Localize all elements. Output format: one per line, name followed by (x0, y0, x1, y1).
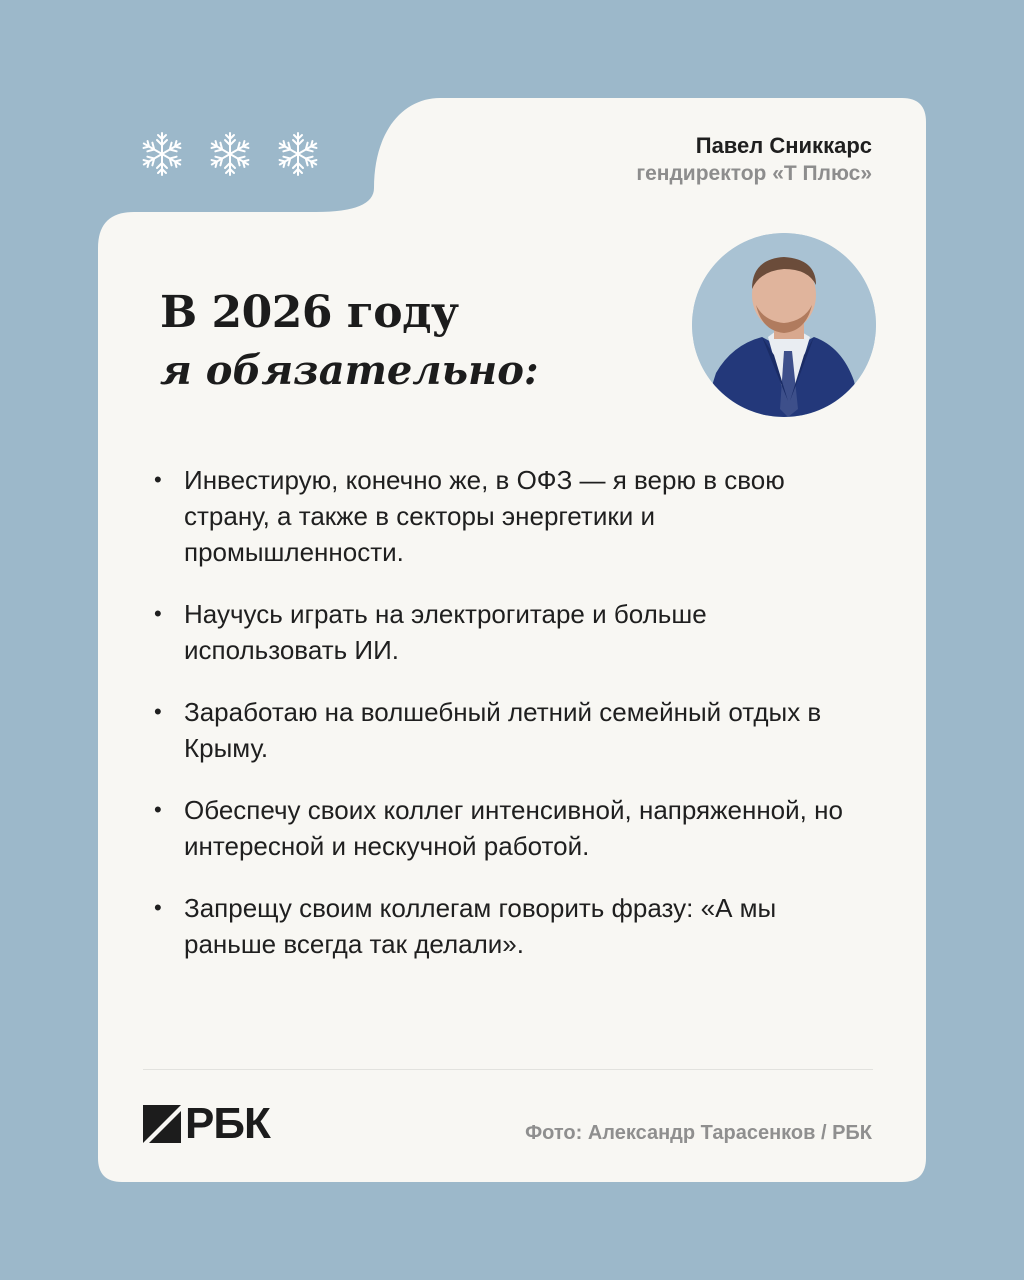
footer-divider (143, 1069, 873, 1070)
author-role: гендиректор «Т Плюс» (636, 162, 872, 185)
portrait-image (692, 233, 876, 417)
author-name: Павел Сниккарс (695, 133, 872, 158)
rbc-logo (143, 1099, 270, 1148)
list-item: • Заработаю на волшебный летний семейный отдых в Крыму. (154, 694, 854, 766)
author-block (636, 132, 872, 188)
rbc-logo-mark-icon (143, 1105, 181, 1143)
headline-title: В 2026 году (160, 287, 459, 338)
resolution-list (154, 462, 854, 988)
list-item: • Инвестирую, конечно же, в ОФЗ — я верю в свою страну, а также в секторы энергетики и промышленности. (154, 462, 854, 570)
list-item: • Запрещу своим коллегам говорить фразу: «А мы раньше всегда так делали». (154, 890, 854, 962)
rbc-logo-text: РБК (185, 1099, 270, 1148)
snowflake-icon (274, 130, 322, 178)
list-item: • Обеспечу своих коллег интенсивной, напряженной, но интересной и нескучной работой. (154, 792, 854, 864)
headline (160, 284, 539, 400)
headline-subtitle: я обязательно: (160, 347, 539, 394)
photo-credit: Фото: Александр Тарасенков / РБК (525, 1122, 872, 1144)
snowflake-decoration (138, 130, 322, 180)
snowflake-icon (138, 130, 186, 178)
list-item: • Научусь играть на электрогитаре и больше использовать ИИ. (154, 596, 854, 668)
snowflake-icon (206, 130, 254, 178)
author-avatar (692, 233, 876, 417)
